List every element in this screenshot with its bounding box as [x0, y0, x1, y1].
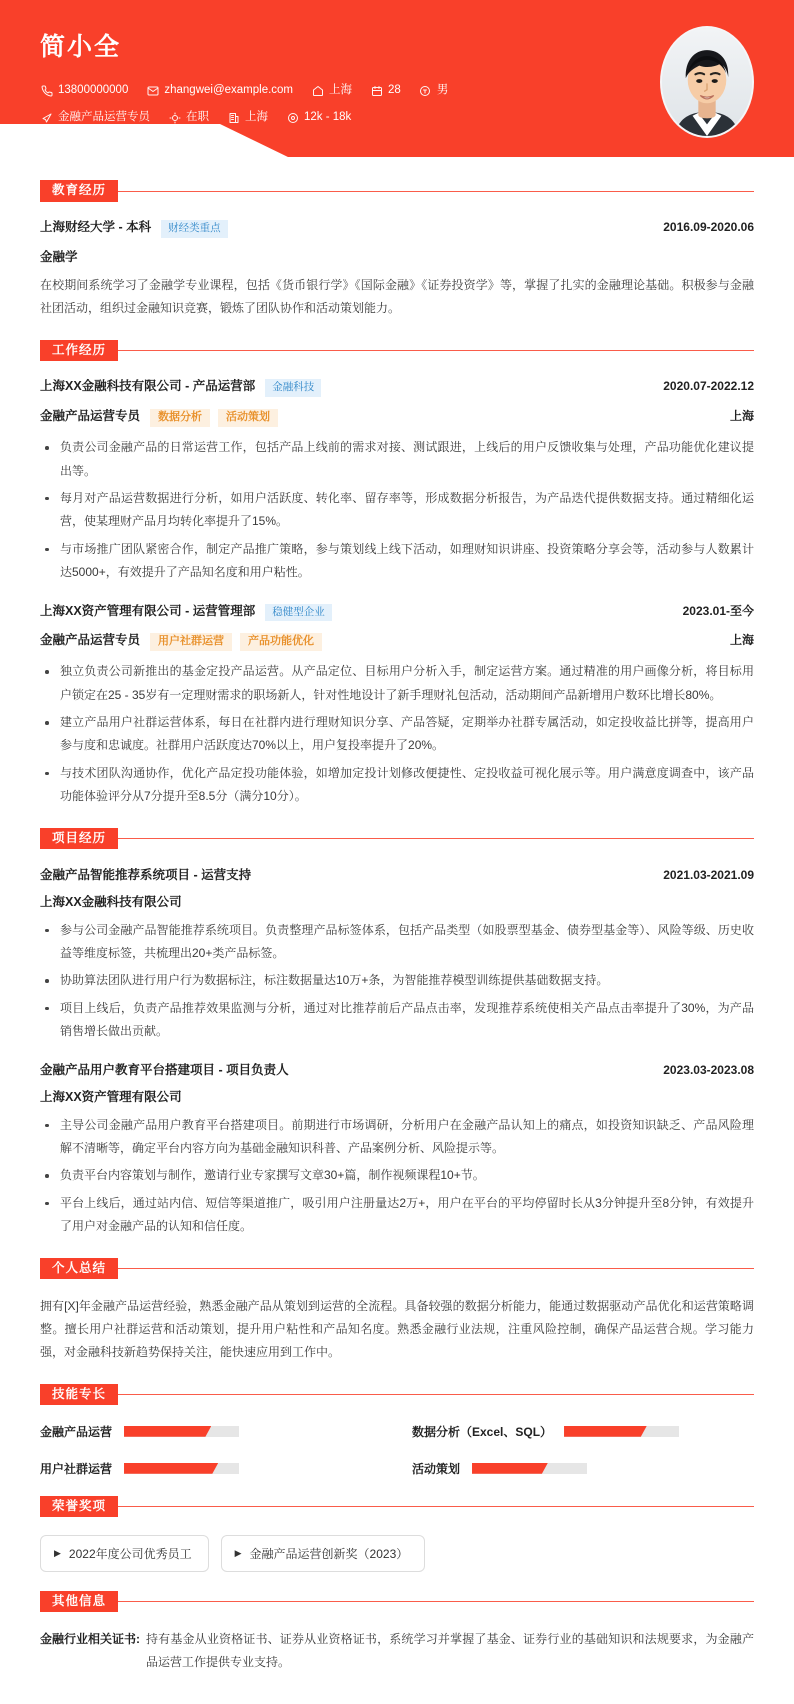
- work-role-tag: 用户社群运营: [150, 633, 232, 651]
- skill-label: 数据分析（Excel、SQL）: [412, 1424, 553, 1439]
- work-city: [227, 109, 268, 126]
- skill-bar-track: [124, 1463, 239, 1474]
- work-role: 金融产品运营专员: [40, 633, 141, 648]
- contact-email-text: zhangwei@example.com: [164, 84, 294, 96]
- section-title-projects: 项目经历: [40, 828, 118, 850]
- contact-city-text: 上海: [329, 84, 353, 96]
- expected-salary: [286, 109, 351, 126]
- section-divider: [118, 838, 754, 839]
- job-status: [168, 109, 209, 126]
- work-bullet: 与技术团队沟通协作，优化产品定投功能体验，如增加定投计划修改便捷性、定投收益可视化展示等。用户满意度调查中，该产品功能体验评分从7分提升至8.5分（满分10分）。: [40, 762, 754, 809]
- skill-bar-fill: [472, 1463, 548, 1474]
- skill-item: [412, 1423, 754, 1440]
- section-title-other: 其他信息: [40, 1591, 118, 1613]
- education-date: 2016.09-2020.06: [663, 220, 754, 234]
- award-label: 2022年度公司优秀员工: [68, 1546, 192, 1561]
- calendar-icon: [370, 84, 383, 97]
- project-bullet: 负责平台内容策划与制作，邀请行业专家撰写文章30+篇，制作视频课程10+节。: [40, 1164, 754, 1187]
- skill-bar-fill: [124, 1426, 211, 1437]
- work-role-tag: 活动策划: [218, 409, 278, 427]
- project-date: 2023.03-2023.08: [663, 1062, 754, 1077]
- skill-item: [412, 1460, 754, 1477]
- other-info-label: 金融行业相关证书:: [40, 1631, 140, 1646]
- skill-bar-track: [564, 1426, 679, 1437]
- play-arrow-icon: ▶: [54, 1547, 61, 1558]
- skill-bar-fill: [124, 1463, 218, 1474]
- work-role-tag: 产品功能优化: [240, 633, 322, 651]
- project-bullets: [40, 919, 754, 1044]
- project-bullet: 平台上线后，通过站内信、短信等渠道推广，吸引用户注册量达2万+，用户在平台的平均停留时长从3分钟提升至8分钟，有效提升了用户对金融产品的认知和信任度。: [40, 1192, 754, 1239]
- section-header-summary: [40, 1257, 754, 1281]
- work-bullet: 独立负责公司新推出的基金定投产品运营。从产品定位、目标用户分析入手，制定运营方案。通过精准的用户画像分析，将目标用户锁定在25 - 35岁有一定理财需求的职场新人，针对性地设计了新手理财礼包活动，活动期间产品新增用户数环比增长80%。: [40, 660, 754, 707]
- project-date: 2021.03-2021.09: [663, 867, 754, 882]
- candidate-name: 简小全: [40, 33, 122, 61]
- section-title-summary: 个人总结: [40, 1258, 118, 1280]
- contact-phone: [40, 82, 128, 99]
- expected-salary-text: 12k - 18k: [304, 111, 352, 124]
- project-name: 金融产品智能推荐系统项目 - 运营支持: [40, 867, 252, 882]
- section-other: [40, 1590, 754, 1675]
- project-bullet: 参与公司金融产品智能推荐系统项目。负责整理产品标签体系，包括产品类型（如股票型基金、债券型基金等）、风险等级、历史收益等维度标签，共梳理出20+类产品标签。: [40, 919, 754, 966]
- section-divider: [118, 1394, 754, 1395]
- award-chip[interactable]: [221, 1535, 426, 1572]
- project-company: 上海XX金融科技有限公司: [40, 894, 182, 909]
- gender-icon: [419, 84, 432, 97]
- work-company: 上海XX金融科技有限公司 - 产品运营部: [40, 379, 256, 394]
- project-entry: [40, 865, 754, 1044]
- contact-phone-text: 13800000000: [58, 84, 129, 96]
- award-chip[interactable]: [40, 1535, 209, 1572]
- education-major: 金融学: [40, 249, 78, 264]
- skill-label: 用户社群运营: [40, 1461, 113, 1476]
- work-location: 上海: [729, 408, 754, 423]
- award-label: 金融产品运营创新奖（2023）: [249, 1546, 409, 1561]
- awards-list: [40, 1533, 754, 1572]
- section-title-work: 工作经历: [40, 340, 118, 362]
- work-date: 2020.07-2022.12: [663, 379, 754, 394]
- work-bullet: 负责公司金融产品的日常运营工作，包括产品上线前的需求对接、测试跟进，上线后的用户反馈收集与处理，产品功能优化建议提出等。: [40, 436, 754, 483]
- project-bullet: 主导公司金融产品用户教育平台搭建项目。前期进行市场调研，分析用户在金融产品认知上的痛点，如投资知识缺乏、产品风险理解不清晰等，确定平台内容方向为基础金融知识科普、产品案例分析、风险提示等。: [40, 1114, 754, 1161]
- avatar: [660, 26, 754, 138]
- section-title-awards: 荣誉奖项: [40, 1496, 118, 1518]
- section-awards: [40, 1495, 754, 1572]
- work-bullet: 每月对产品运营数据进行分析，如用户活跃度、转化率、留存率等，形成数据分析报告，为产品迭代提供数据支持。通过精细化运营，使某理财产品月均转化率提升了15%。: [40, 487, 754, 534]
- skills-grid: [40, 1421, 754, 1477]
- contact-age-text: 28: [388, 84, 401, 96]
- section-title-education: 教育经历: [40, 180, 118, 202]
- section-title-skills: 技能专长: [40, 1384, 118, 1406]
- education-tag: 财经类重点: [161, 220, 228, 238]
- avatar-portrait-icon: [662, 28, 752, 136]
- contact-city: [311, 82, 352, 99]
- work-company-tag: 稳健型企业: [265, 604, 332, 622]
- status-icon: [168, 111, 181, 124]
- work-bullets: [40, 660, 754, 808]
- work-date: 2023.01-至今: [682, 603, 754, 618]
- work-bullet: 与市场推广团队紧密合作，制定产品推广策略，参与策划线上线下活动，如理财知识讲座、投资策略分享会等，活动参与人数累计达5000+，有效提升了产品知名度和用户粘性。: [40, 538, 754, 585]
- skill-label: 金融产品运营: [40, 1424, 113, 1439]
- skill-bar-fill: [564, 1426, 647, 1437]
- other-info-value: 持有基金从业资格证书、证券从业资格证书，系统学习并掌握了基金、证券行业的基础知识和法规要求，为金融产品运营工作提供专业支持。: [146, 1631, 754, 1670]
- contact-row-secondary: [40, 109, 466, 126]
- section-divider: [118, 1506, 754, 1507]
- other-info-row: [40, 1628, 754, 1675]
- work-role-tag: 数据分析: [150, 409, 210, 427]
- section-divider: [118, 350, 754, 351]
- salary-icon: [286, 111, 299, 124]
- skill-bar-track: [124, 1426, 239, 1437]
- phone-icon: [40, 84, 53, 97]
- work-bullet: 建立产品用户社群运营体系，每日在社群内进行理财知识分享、产品答疑，定期举办社群专属活动，如定投收益比拼等，提高用户参与度和忠诚度。社群用户活跃度达70%以上，用户复投率提升了20%。: [40, 711, 754, 758]
- section-divider: [118, 1601, 754, 1602]
- resume-header: [0, 0, 794, 157]
- work-company-tag: 金融科技: [265, 379, 321, 397]
- project-bullet: 项目上线后，负责产品推荐效果监测与分析，通过对比推荐前后产品点击率，发现推荐系统使相关产品点击率提升了30%，为产品销售增长做出贡献。: [40, 997, 754, 1044]
- section-divider: [118, 1268, 754, 1269]
- section-summary: [40, 1257, 754, 1365]
- work-city-text: 上海: [245, 111, 268, 124]
- section-projects: [40, 827, 754, 1239]
- project-company: 上海XX资产管理有限公司: [40, 1089, 182, 1104]
- section-skills: [40, 1383, 754, 1477]
- building-icon: [227, 111, 240, 124]
- section-header-awards: [40, 1495, 754, 1519]
- section-header-other: [40, 1590, 754, 1614]
- skill-item: [40, 1460, 382, 1477]
- work-entry: [40, 601, 754, 809]
- home-icon: [311, 84, 324, 97]
- work-location: 上海: [729, 633, 754, 648]
- section-work: [40, 338, 754, 808]
- rocket-icon: [40, 111, 53, 124]
- desired-position-text: 金融产品运营专员: [58, 111, 150, 124]
- job-status-text: 在职: [186, 111, 209, 124]
- resume-body: [0, 157, 794, 1704]
- education-description: 在校期间系统学习了金融学专业课程，包括《货币银行学》《国际金融》《证券投资学》等，掌握了扎实的金融理论基础。积极参与金融社团活动，组织过金融知识竞赛，锻炼了团队协作和活动策划能力。: [40, 277, 754, 315]
- contact-row-primary: [40, 82, 466, 99]
- play-arrow-icon: ▶: [234, 1547, 242, 1558]
- section-header-education: [40, 179, 754, 203]
- mail-icon: [146, 84, 159, 97]
- skill-label: 活动策划: [412, 1461, 461, 1476]
- work-entry: [40, 376, 754, 584]
- education-school: 上海财经大学 - 本科: [40, 220, 152, 234]
- contact-gender: [419, 82, 449, 99]
- skill-bar-track: [472, 1463, 587, 1474]
- contact-email: [146, 82, 293, 99]
- section-header-skills: [40, 1383, 754, 1407]
- work-bullets: [40, 436, 754, 584]
- contact-gender-text: 男: [436, 84, 449, 96]
- project-bullet: 协助算法团队进行用户行为数据标注，标注数据量达10万+条，为智能推荐模型训练提供基础数据支持。: [40, 969, 754, 992]
- skill-item: [40, 1423, 382, 1440]
- summary-text: 拥有[X]年金融产品运营经验，熟悉金融产品从策划到运营的全流程。具备较强的数据分析能力，能通过数据驱动产品优化和运营策略调整。擅长用户社群运营和活动策划，提升用户粘性和产品知名度。熟悉金融行业法规，注重风险控制，确保产品运营合规。学习能力强，对金融科技新趋势保持关注，能快速应用到工作中。: [40, 1298, 754, 1360]
- desired-position: [40, 109, 150, 126]
- contact-age: [370, 82, 401, 99]
- project-name: 金融产品用户教育平台搭建项目 - 项目负责人: [40, 1062, 289, 1077]
- work-company: 上海XX资产管理有限公司 - 运营管理部: [40, 603, 256, 618]
- education-entry: [40, 217, 754, 320]
- project-bullets: [40, 1114, 754, 1239]
- project-entry: [40, 1060, 754, 1239]
- work-role: 金融产品运营专员: [40, 408, 141, 423]
- section-header-projects: [40, 827, 754, 851]
- section-divider: [118, 191, 754, 192]
- section-education: [40, 179, 754, 320]
- section-header-work: [40, 338, 754, 362]
